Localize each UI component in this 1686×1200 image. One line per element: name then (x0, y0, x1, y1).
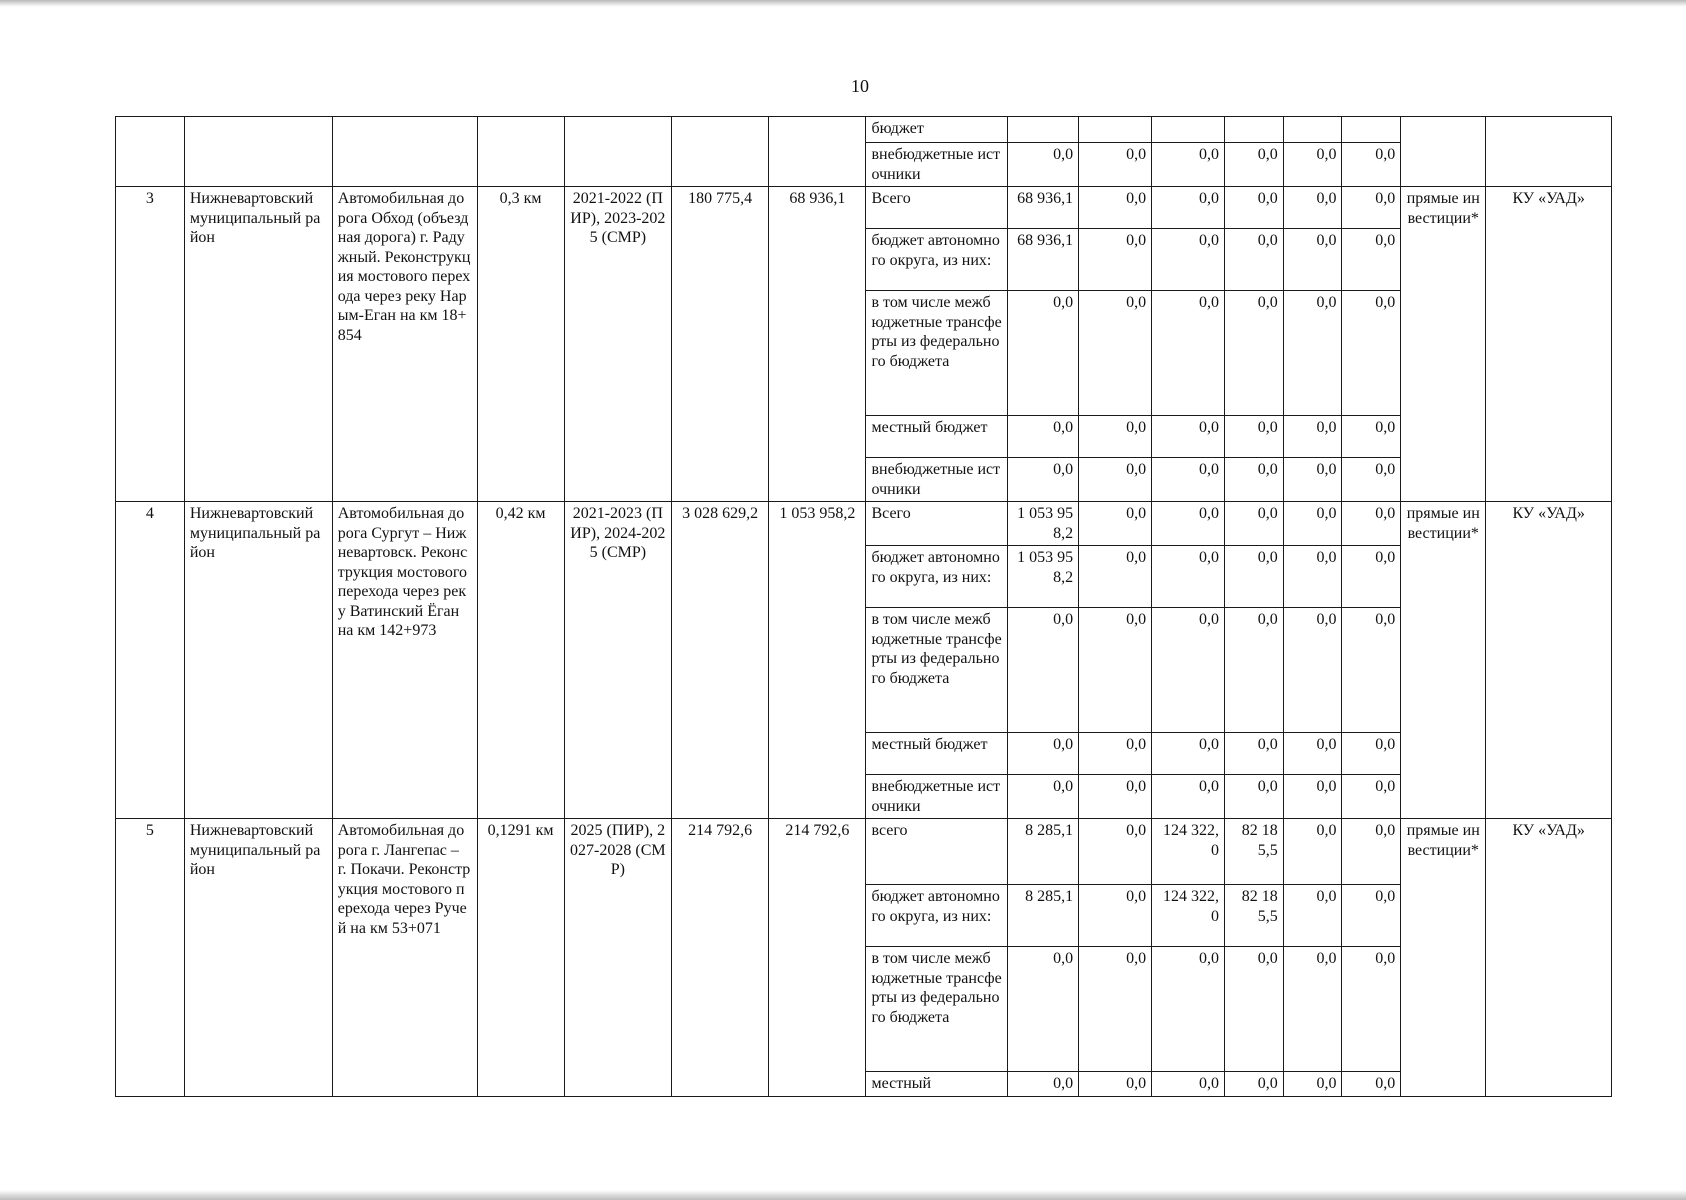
funding-value: 0,0 (1342, 143, 1401, 187)
funding-value: 0,0 (1283, 885, 1342, 947)
funding-value: 0,0 (1283, 733, 1342, 775)
row-number: 4 (116, 502, 185, 819)
funding-label: бюджет автономного округа, из них: (866, 885, 1008, 947)
mechanism-cell: прямые инвестиции* (1401, 819, 1486, 1097)
funding-value: 0,0 (1079, 187, 1152, 229)
funding-value: 0,0 (1079, 775, 1152, 819)
municipality-cell: Нижневартовский муниципальный район (184, 502, 332, 819)
funding-value: 0,0 (1152, 733, 1225, 775)
funding-value: 124 322,0 (1152, 885, 1225, 947)
funding-value: 0,0 (1342, 885, 1401, 947)
funding-value: 0,0 (1152, 546, 1225, 608)
funding-value: 0,0 (1152, 416, 1225, 458)
remaining-cost-cell: 68 936,1 (769, 187, 866, 502)
funding-value: 0,0 (1225, 458, 1284, 502)
funding-value: 0,0 (1079, 546, 1152, 608)
carryover-empty-cell (564, 117, 671, 187)
funding-value: 82 185,5 (1225, 885, 1284, 947)
funding-value: 0,0 (1283, 229, 1342, 291)
funding-value: 0,0 (1283, 416, 1342, 458)
carryover-empty-cell (116, 117, 185, 187)
funding-value: 82 185,5 (1225, 819, 1284, 885)
funding-value: 0,0 (1008, 947, 1079, 1072)
funding-value: 0,0 (1225, 608, 1284, 733)
scan-edge-bottom (0, 1190, 1686, 1200)
funding-value: 0,0 (1283, 502, 1342, 546)
funding-value: 0,0 (1152, 458, 1225, 502)
carryover-empty-cell (332, 117, 477, 187)
funding-value: 0,0 (1008, 143, 1079, 187)
table-row (116, 117, 1612, 143)
years-cell: 2025 (ПИР), 2027-2028 (СМР) (564, 819, 671, 1097)
funding-value: 0,0 (1283, 546, 1342, 608)
funding-label: внебюджетные источники (866, 775, 1008, 819)
funding-value: 0,0 (1342, 775, 1401, 819)
funding-value: 0,0 (1283, 819, 1342, 885)
funding-value: 0,0 (1342, 229, 1401, 291)
funding-value: 0,0 (1342, 819, 1401, 885)
funding-value: 0,0 (1152, 947, 1225, 1072)
funding-value: 0,0 (1079, 733, 1152, 775)
funding-value: 0,0 (1342, 546, 1401, 608)
cost-cell: 180 775,4 (672, 187, 769, 502)
funding-label: местный бюджет (866, 733, 1008, 775)
funding-label: Всего (866, 502, 1008, 546)
funding-value: 0,0 (1342, 947, 1401, 1072)
table-row (116, 819, 1612, 885)
funding-value: 0,0 (1079, 608, 1152, 733)
funding-value (1079, 117, 1152, 143)
funding-value: 0,0 (1283, 458, 1342, 502)
municipality-cell: Нижневартовский муниципальный район (184, 187, 332, 502)
carryover-empty-cell (769, 117, 866, 187)
municipality-cell: Нижневартовский муниципальный район (184, 819, 332, 1097)
funding-label: в том числе межбюджетные трансферты из федерального бюджета (866, 608, 1008, 733)
funding-label: бюджет (866, 117, 1008, 143)
funding-value (1152, 117, 1225, 143)
funding-label: внебюджетные источники (866, 458, 1008, 502)
row-number: 5 (116, 819, 185, 1097)
funding-value: 0,0 (1283, 291, 1342, 416)
funding-value: 0,0 (1342, 416, 1401, 458)
object-name-cell: Автомобильная дорога Обход (объездная дорога) г. Радужный. Реконструкция мостового перехода через реку Нарым-Еган на км 18+854 (332, 187, 477, 502)
carryover-empty-cell (672, 117, 769, 187)
funding-value: 0,0 (1283, 947, 1342, 1072)
funding-value: 68 936,1 (1008, 187, 1079, 229)
funding-value: 0,0 (1342, 1072, 1401, 1097)
funding-value: 0,0 (1283, 187, 1342, 229)
funding-value: 0,0 (1152, 143, 1225, 187)
object-name-cell: Автомобильная дорога г. Лангепас – г. Покачи. Реконструкция мостового перехода через Ручей на км 53+071 (332, 819, 477, 1097)
capacity-cell: 0,3 км (477, 187, 564, 502)
funding-label: Всего (866, 187, 1008, 229)
funding-value (1008, 117, 1079, 143)
funding-value: 68 936,1 (1008, 229, 1079, 291)
funding-value: 0,0 (1225, 1072, 1284, 1097)
funding-value: 0,0 (1342, 458, 1401, 502)
funding-label: бюджет автономного округа, из них: (866, 546, 1008, 608)
funding-label: всего (866, 819, 1008, 885)
table-row (116, 502, 1612, 546)
funding-value: 0,0 (1283, 143, 1342, 187)
scan-edge-top (0, 0, 1686, 7)
funding-value: 0,0 (1079, 229, 1152, 291)
cost-cell: 214 792,6 (672, 819, 769, 1097)
funding-value: 8 285,1 (1008, 885, 1079, 947)
carryover-empty-cell (1401, 117, 1486, 187)
funding-value: 0,0 (1342, 502, 1401, 546)
funding-value (1342, 117, 1401, 143)
funding-value: 0,0 (1342, 291, 1401, 416)
funding-value: 0,0 (1079, 502, 1152, 546)
funding-value: 0,0 (1152, 502, 1225, 546)
funding-value: 0,0 (1079, 416, 1152, 458)
years-cell: 2021-2023 (ПИР), 2024-2025 (СМР) (564, 502, 671, 819)
funding-value: 0,0 (1079, 143, 1152, 187)
page-number: 10 (851, 76, 869, 96)
funding-value: 0,0 (1079, 1072, 1152, 1097)
funding-value: 0,0 (1225, 229, 1284, 291)
mechanism-cell: прямые инвестиции* (1401, 187, 1486, 502)
carryover-empty-cell (477, 117, 564, 187)
remaining-cost-cell: 214 792,6 (769, 819, 866, 1097)
funding-value: 124 322,0 (1152, 819, 1225, 885)
funding-value: 1 053 958,2 (1008, 502, 1079, 546)
funding-value: 0,0 (1283, 608, 1342, 733)
funding-label: местный бюджет (866, 416, 1008, 458)
funding-value: 0,0 (1283, 1072, 1342, 1097)
funding-value: 0,0 (1008, 733, 1079, 775)
customer-cell: КУ «УАД» (1486, 502, 1612, 819)
funding-value: 0,0 (1008, 1072, 1079, 1097)
funding-value: 0,0 (1225, 416, 1284, 458)
funding-value: 0,0 (1225, 546, 1284, 608)
funding-label: местный (866, 1072, 1008, 1097)
funding-value (1225, 117, 1284, 143)
funding-value: 0,0 (1152, 1072, 1225, 1097)
funding-value: 0,0 (1079, 819, 1152, 885)
funding-value: 0,0 (1283, 775, 1342, 819)
remaining-cost-cell: 1 053 958,2 (769, 502, 866, 819)
funding-value: 0,0 (1079, 885, 1152, 947)
funding-value: 0,0 (1342, 187, 1401, 229)
mechanism-cell: прямые инвестиции* (1401, 502, 1486, 819)
funding-label: внебюджетные источники (866, 143, 1008, 187)
cost-cell: 3 028 629,2 (672, 502, 769, 819)
funding-value (1283, 117, 1342, 143)
funding-value: 0,0 (1342, 733, 1401, 775)
years-cell: 2021-2022 (ПИР), 2023-2025 (СМР) (564, 187, 671, 502)
funding-value: 0,0 (1079, 291, 1152, 416)
funding-value: 0,0 (1152, 608, 1225, 733)
funding-value: 0,0 (1008, 608, 1079, 733)
funding-value: 0,0 (1008, 416, 1079, 458)
capacity-cell: 0,42 км (477, 502, 564, 819)
capacity-cell: 0,1291 км (477, 819, 564, 1097)
funding-value: 0,0 (1225, 502, 1284, 546)
funding-value: 0,0 (1079, 947, 1152, 1072)
funding-label: в том числе межбюджетные трансферты из федерального бюджета (866, 291, 1008, 416)
funding-label: в том числе межбюджетные трансферты из федерального бюджета (866, 947, 1008, 1072)
carryover-empty-cell (184, 117, 332, 187)
table-body (116, 117, 1612, 1097)
carryover-empty-cell (1486, 117, 1612, 187)
funding-value: 8 285,1 (1008, 819, 1079, 885)
funding-value: 1 053 958,2 (1008, 546, 1079, 608)
customer-cell: КУ «УАД» (1486, 819, 1612, 1097)
funding-value: 0,0 (1225, 143, 1284, 187)
funding-value: 0,0 (1225, 187, 1284, 229)
funding-label: бюджет автономного округа, из них: (866, 229, 1008, 291)
funding-value: 0,0 (1079, 458, 1152, 502)
customer-cell: КУ «УАД» (1486, 187, 1612, 502)
funding-value: 0,0 (1152, 187, 1225, 229)
funding-value: 0,0 (1342, 608, 1401, 733)
funding-value: 0,0 (1152, 229, 1225, 291)
funding-value: 0,0 (1225, 775, 1284, 819)
funding-value: 0,0 (1008, 291, 1079, 416)
object-name-cell: Автомобильная дорога Сургут – Нижневартовск. Реконструкция мостового перехода через реку Ватинский Ёган на км 142+973 (332, 502, 477, 819)
funding-value: 0,0 (1008, 458, 1079, 502)
investment-table (115, 116, 1612, 1097)
funding-value: 0,0 (1225, 733, 1284, 775)
funding-value: 0,0 (1225, 291, 1284, 416)
funding-value: 0,0 (1008, 775, 1079, 819)
table-row (116, 187, 1612, 229)
funding-value: 0,0 (1152, 775, 1225, 819)
funding-value: 0,0 (1152, 291, 1225, 416)
funding-value: 0,0 (1225, 947, 1284, 1072)
row-number: 3 (116, 187, 185, 502)
